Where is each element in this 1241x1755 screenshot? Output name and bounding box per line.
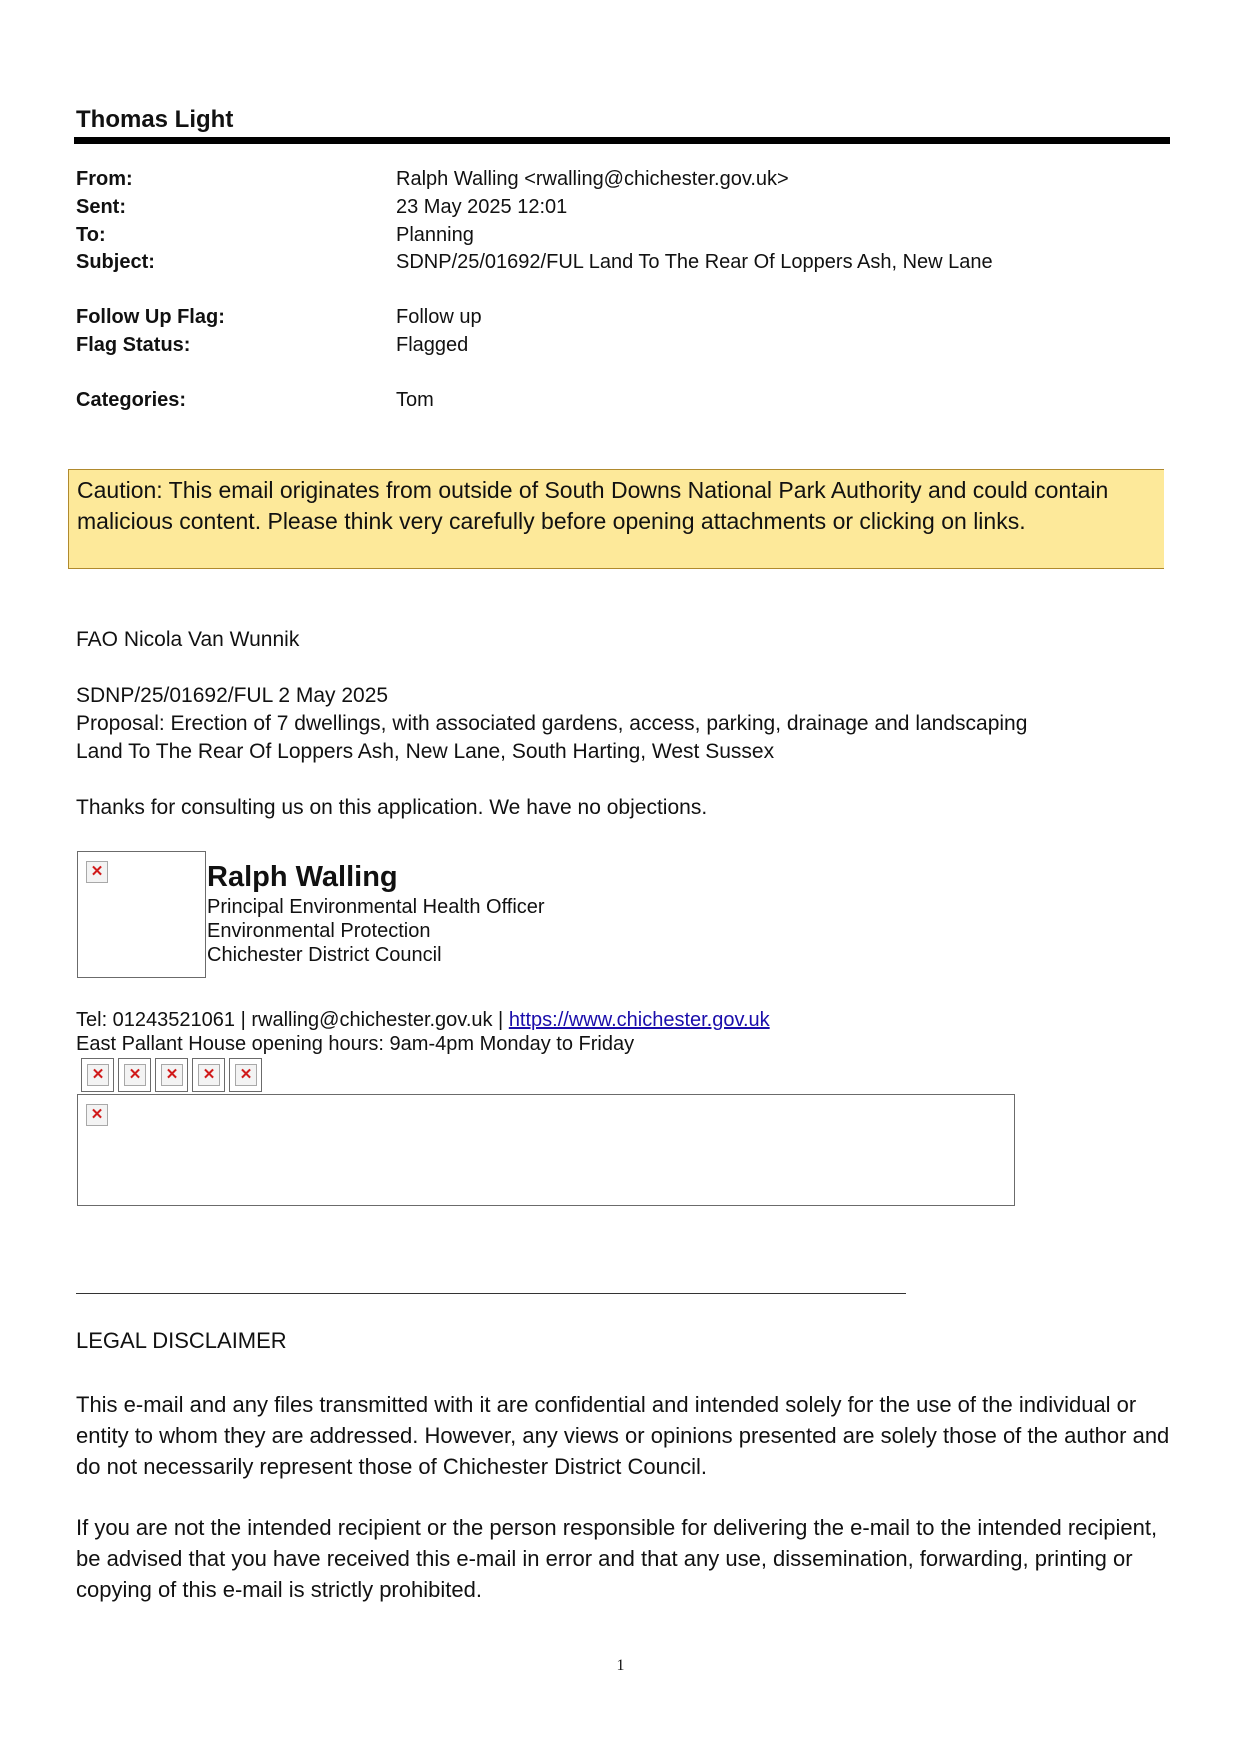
signature-department: Environmental Protection (207, 920, 431, 942)
signature-logo-placeholder (77, 851, 206, 978)
broken-image-icon: ✕ (235, 1064, 257, 1086)
social-icon-placeholder[interactable] (192, 1058, 225, 1092)
categories-label: Categories: (76, 389, 187, 411)
reference-line: SDNP/25/01692/FUL 2 May 2025 (76, 684, 389, 707)
sent-label: Sent: (76, 196, 126, 218)
follow-up-flag-label: Follow Up Flag: (76, 306, 225, 328)
disclaimer-separator (76, 1293, 906, 1294)
signature-organisation: Chichester District Council (207, 944, 442, 966)
response-line: Thanks for consulting us on this application. We have no objections. (76, 796, 708, 819)
broken-image-icon: ✕ (86, 1104, 108, 1126)
sent-value: 23 May 2025 12:01 (396, 196, 568, 218)
contact-tel-email: Tel: 01243521061 | rwalling@chichester.gov.uk | (76, 1009, 509, 1031)
page-number: 1 (616, 1657, 625, 1674)
social-icon-placeholder[interactable] (229, 1058, 262, 1092)
disclaimer-paragraph-2: If you are not the intended recipient or the person responsible for delivering the e-mail to the intended recipient, be advised that you have received this e-mail in error and that any use, dissemination, forwarding, printing or copying of this e-mail is strictly prohibited. (76, 1515, 1158, 1602)
address-line: Land To The Rear Of Loppers Ash, New Lane, South Harting, West Sussex (76, 740, 775, 763)
broken-image-icon: ✕ (161, 1064, 183, 1086)
disclaimer-paragraph-1: This e-mail and any files transmitted with it are confidential and intended solely for the use of the individual or entity to whom they are addressed. However, any views or opinions presented are solely those of the author and do not necessarily represent those of Chichester District Council. (76, 1392, 1170, 1479)
signature-name: Ralph Walling (207, 861, 398, 893)
social-icon-placeholder[interactable] (118, 1058, 151, 1092)
from-label: From: (76, 168, 133, 190)
contact-line (76, 1009, 770, 1032)
social-icon-placeholder[interactable] (155, 1058, 188, 1092)
to-label: To: (76, 224, 106, 246)
social-icon-placeholder[interactable] (81, 1058, 114, 1092)
subject-label: Subject: (76, 251, 155, 273)
external-email-caution-banner: Caution: This email originates from outside of South Downs National Park Authority and could contain malicious content. Please think very carefully before opening attachments or clicking on links. (68, 469, 1164, 569)
from-value: Ralph Walling <rwalling@chichester.gov.uk> (396, 168, 789, 190)
signature-banner-placeholder (77, 1094, 1015, 1206)
broken-image-icon: ✕ (86, 861, 108, 883)
fao-line: FAO Nicola Van Wunnik (76, 628, 300, 651)
to-value: Planning (396, 224, 474, 246)
categories-value: Tom (396, 389, 434, 411)
opening-hours: East Pallant House opening hours: 9am-4pm Monday to Friday (76, 1033, 635, 1055)
signature-title: Principal Environmental Health Officer (207, 896, 545, 918)
broken-image-icon: ✕ (87, 1064, 109, 1086)
proposal-line: Proposal: Erection of 7 dwellings, with associated gardens, access, parking, drainage and landscaping (76, 712, 1028, 735)
disclaimer-title: LEGAL DISCLAIMER (76, 1328, 287, 1353)
flag-status-value: Flagged (396, 334, 469, 356)
heading-rule (74, 137, 1170, 144)
flag-status-label: Flag Status: (76, 334, 191, 356)
broken-image-icon: ✕ (198, 1064, 220, 1086)
council-website-link[interactable]: https://www.chichester.gov.uk (508, 1009, 770, 1031)
broken-image-icon: ✕ (124, 1064, 146, 1086)
follow-up-flag-value: Follow up (396, 306, 482, 328)
subject-value: SDNP/25/01692/FUL Land To The Rear Of Loppers Ash, New Lane (396, 251, 993, 273)
mailbox-owner-name: Thomas Light (76, 106, 234, 133)
